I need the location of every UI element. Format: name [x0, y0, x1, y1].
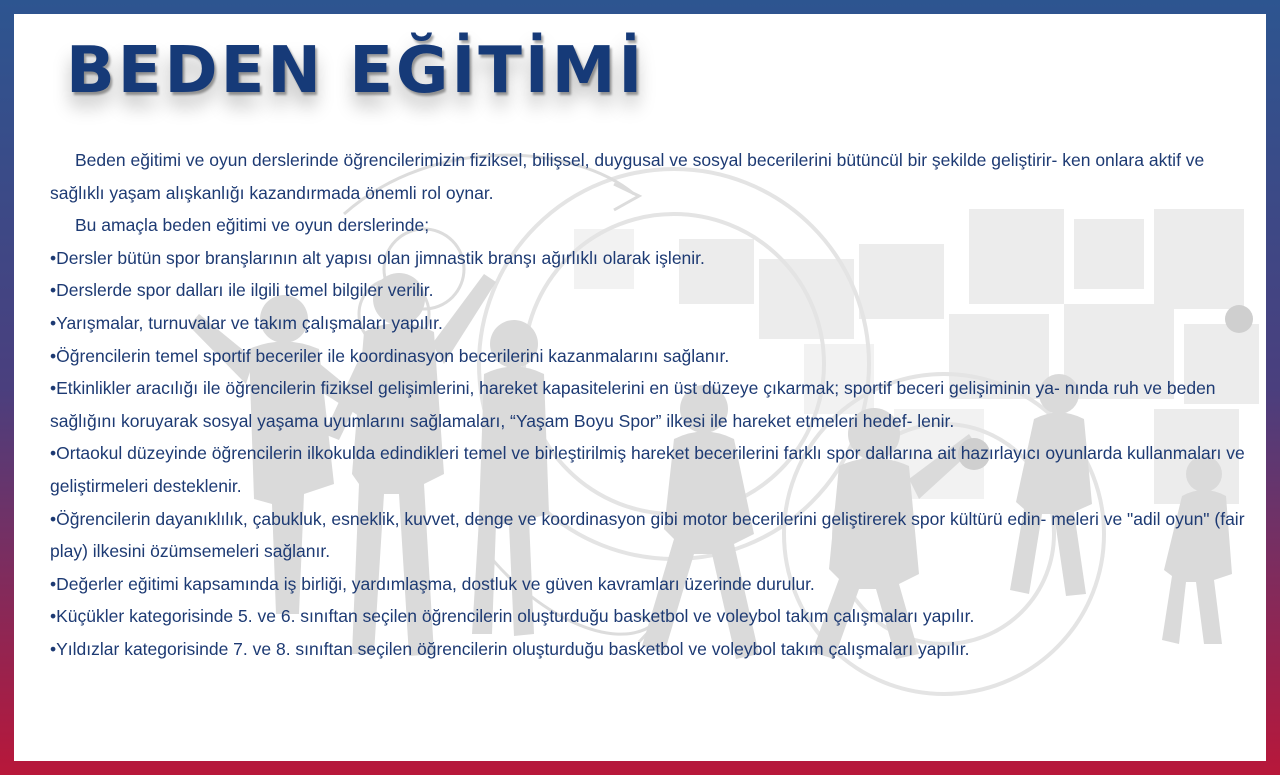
list-item: •Dersler bütün spor branşlarının alt yapısı olan jimnastik branşı ağırlıklı olarak işlenir.: [50, 247, 705, 268]
poster-panel: [14, 14, 1266, 761]
bullet-list: [50, 242, 1262, 666]
content-body: [50, 144, 1262, 666]
page-title: BEDEN EĞİTİMİ: [66, 34, 646, 108]
list-item: •Derslerde spor dalları ile ilgili temel bilgiler verilir.: [50, 280, 434, 301]
intro-paragraph: Beden eğitimi ve oyun derslerinde öğrencilerimizin fiziksel, bilişsel, duygusal ve sosyal becerilerini bütüncül bir şekilde geliştirir- ken onlara aktif ve sağlıklı yaşam alışkanlığı kazandırmada önemli rol oynar.: [50, 150, 1205, 203]
list-item: •Yarışmalar, turnuvalar ve takım çalışmaları yapılır.: [50, 312, 443, 333]
list-item: •Öğrencilerin temel sportif beceriler ile koordinasyon becerilerini kazanmalarını sağlanır.: [50, 345, 730, 366]
list-item: •Ortaokul düzeyinde öğrencilerin ilkokulda edindikleri temel ve birleştirilmiş hareket becerilerini farklı spor dallarına ait hazırlayıcı oyunlarda kullanmaları ve geliştirmeleri desteklenir.: [50, 443, 1245, 496]
intro-lead: Bu amaçla beden eğitimi ve oyun derslerinde;: [75, 215, 430, 236]
list-item: •Yıldızlar kategorisinde 7. ve 8. sınıftan seçilen öğrencilerin oluşturduğu basketbol ve voleybol takım çalışmaları yapılır.: [50, 638, 970, 659]
list-item: •Öğrencilerin dayanıklılık, çabukluk, esneklik, kuvvet, denge ve koordinasyon gibi motor becerilerini geliştirerek spor kültürü edin- meleri ve "adil oyun" (fair play) ilkesini özümsemeleri sağlanır.: [50, 508, 1245, 562]
list-item: •Değerler eğitimi kapsamında iş birliği, yardımlaşma, dostluk ve güven kavramları üzerinde durulur.: [50, 573, 815, 594]
list-item: •Küçükler kategorisinde 5. ve 6. sınıftan seçilen öğrencilerin oluşturduğu basketbol ve voleybol takım çalışmaları yapılır.: [50, 606, 975, 627]
list-item: •Etkinlikler aracılığı ile öğrencilerin fiziksel gelişimlerini, hareket kapasitelerini en üst düzeye çıkarmak; sportif beceri gelişiminin ya- nında ruh ve beden sağlığını koruyarak sosyal yaşama uyumlarını sağlamaları, “Yaşam Boyu Spor” ilkesi ile hareket etmeleri hedef- lenir.: [50, 378, 1216, 431]
